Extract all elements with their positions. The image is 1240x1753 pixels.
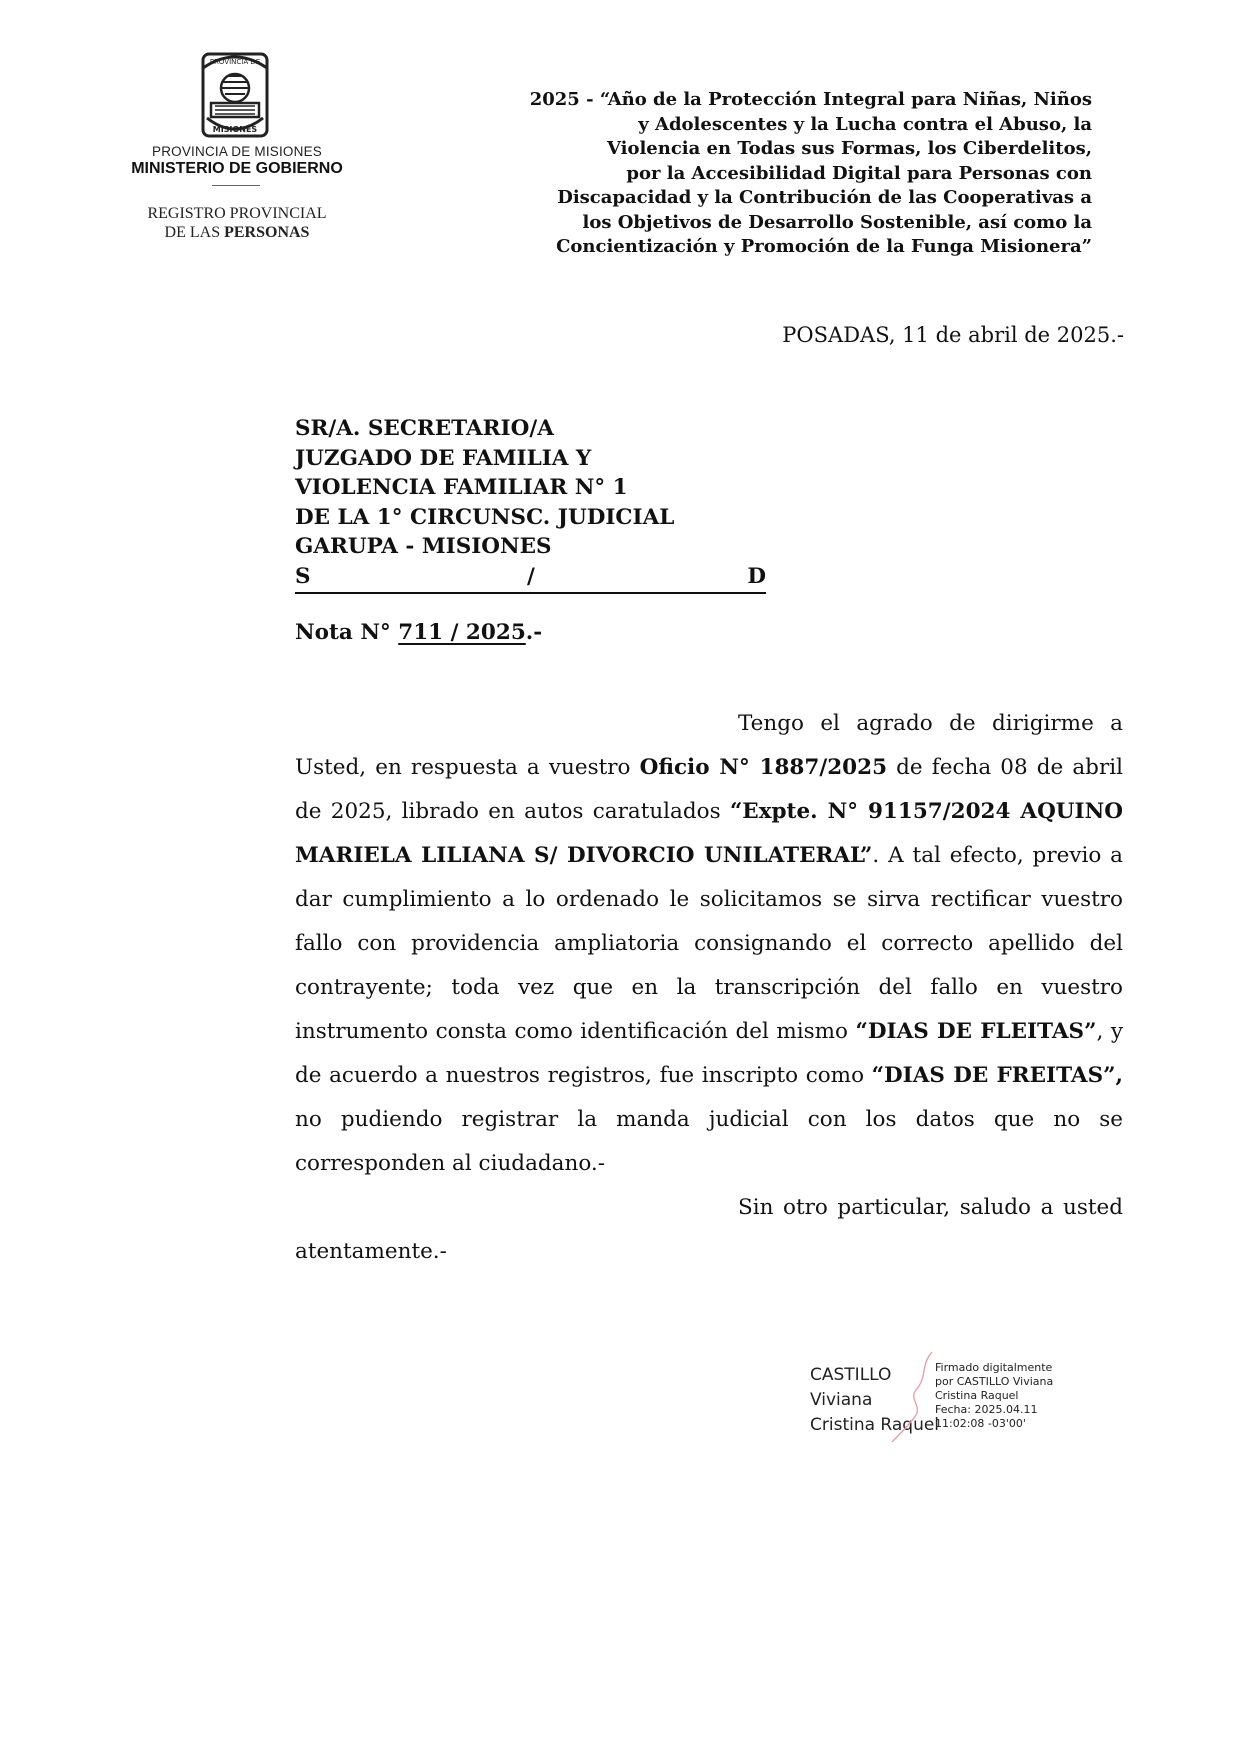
- closing-paragraph: Sin otro particular, saludo a usted atentamente.-: [295, 1195, 1123, 1264]
- body-paragraph-1: [295, 702, 1123, 1186]
- year-motto: [470, 88, 1092, 260]
- seal-bottom-text: MISIONES: [212, 125, 258, 134]
- case-reference: “Expte. N° 91157/2024 AQUINO MARIELA LILIANA S/ DIVORCIO UNILATERAL”: [295, 799, 1123, 868]
- motto-line: los Objetivos de Desarrollo Sostenible, así como la: [582, 211, 1092, 233]
- date-line: POSADAS, 11 de abril de 2025.-: [782, 323, 1124, 347]
- note-suffix: .-: [525, 620, 543, 645]
- sd-right: D: [747, 563, 766, 589]
- sd-line: [295, 562, 766, 594]
- motto-line: y Adolescentes y la Lucha contra el Abuso, la: [638, 113, 1092, 135]
- signature-info-line: Cristina Raquel: [935, 1389, 1019, 1402]
- signature-info-line: por CASTILLO Viviana: [935, 1375, 1054, 1388]
- signer-name-line: Viviana: [810, 1390, 873, 1410]
- motto-line: Concientización y Promoción de la Funga Misionera”: [556, 236, 1092, 257]
- registry-name: [120, 204, 354, 242]
- body-text: Tengo el agrado de dirigirme a Usted, en respuesta a vuestro: [295, 711, 1123, 780]
- body-text: . A tal efecto, previo a dar cumplimiento a lo ordenado le solicitamos se sirva rectificar vuestro fallo con providencia ampliatoria consignando el correcto apellido del contrayente; toda vez que en la transcripción del fallo en vuestro instrumento consta como identificación del mismo: [295, 843, 1123, 1044]
- ministry-name: MINISTERIO DE GOBIERNO: [131, 160, 343, 177]
- registry-line-2-prefix: DE LAS: [164, 224, 225, 241]
- registry-line-2: [120, 223, 354, 242]
- addressee-line: SR/A. SECRETARIO/A: [295, 416, 554, 441]
- motto-line: Discapacidad y la Contribución de las Cooperativas a: [557, 187, 1092, 208]
- province-name: PROVINCIA DE MISIONES: [152, 144, 322, 159]
- registry-line-1: REGISTRO PROVINCIAL: [147, 205, 327, 222]
- note-number-value: 711 / 2025: [398, 620, 526, 645]
- note-number: [295, 620, 542, 645]
- body-text: de fecha 08 de abril de 2025, librado en autos caratulados: [295, 755, 1123, 824]
- addressee-line: JUZGADO DE FAMILIA Y: [295, 445, 592, 471]
- signer-name-line: CASTILLO: [810, 1365, 892, 1385]
- motto-line: por la Accesibilidad Digital para Personas con: [626, 162, 1092, 184]
- addressee-line: GARUPA - MISIONES: [295, 534, 552, 559]
- addressee-block: [295, 414, 795, 594]
- note-prefix: Nota N°: [295, 620, 399, 645]
- signature-info-line: 11:02:08 -03'00': [935, 1417, 1026, 1430]
- signature-mark: [880, 1346, 940, 1446]
- signature-details: [935, 1361, 1135, 1431]
- signature-info-line: Fecha: 2025.04.11: [935, 1403, 1038, 1416]
- correct-surname: “DIAS DE FREITAS”,: [871, 1063, 1123, 1088]
- addressee-line: VIOLENCIA FAMILIAR N° 1: [295, 475, 628, 500]
- motto-line: Violencia en Todas sus Formas, los Ciberdelitos,: [606, 138, 1092, 159]
- letterhead-divider: [212, 185, 260, 186]
- body-text: no pudiendo registrar la manda judicial con los datos que no se corresponden al ciudadano.-: [295, 1107, 1123, 1176]
- addressee-line: DE LA 1° CIRCUNSC. JUDICIAL: [295, 504, 675, 530]
- recorded-surname: “DIAS DE FLEITAS”: [855, 1019, 1097, 1044]
- seal-top-text: PROVINCIA DE: [209, 58, 261, 66]
- oficio-reference: Oficio N° 1887/2025: [639, 755, 888, 780]
- body-text: , y de acuerdo a nuestros registros, fue inscripto como: [295, 1019, 1123, 1088]
- motto-line: 2025 - “Año de la Protección Integral para Niñas, Niños: [529, 89, 1092, 110]
- signer-name-line: Cristina Raquel: [810, 1415, 940, 1435]
- province-seal-logo: [189, 48, 281, 140]
- letter-body: [295, 702, 1123, 1274]
- registry-line-2-bold: PERSONAS: [224, 224, 310, 241]
- signature-info-line: Firmado digitalmente: [935, 1361, 1053, 1374]
- sd-mid: /: [527, 563, 535, 589]
- sd-left: S: [295, 563, 311, 589]
